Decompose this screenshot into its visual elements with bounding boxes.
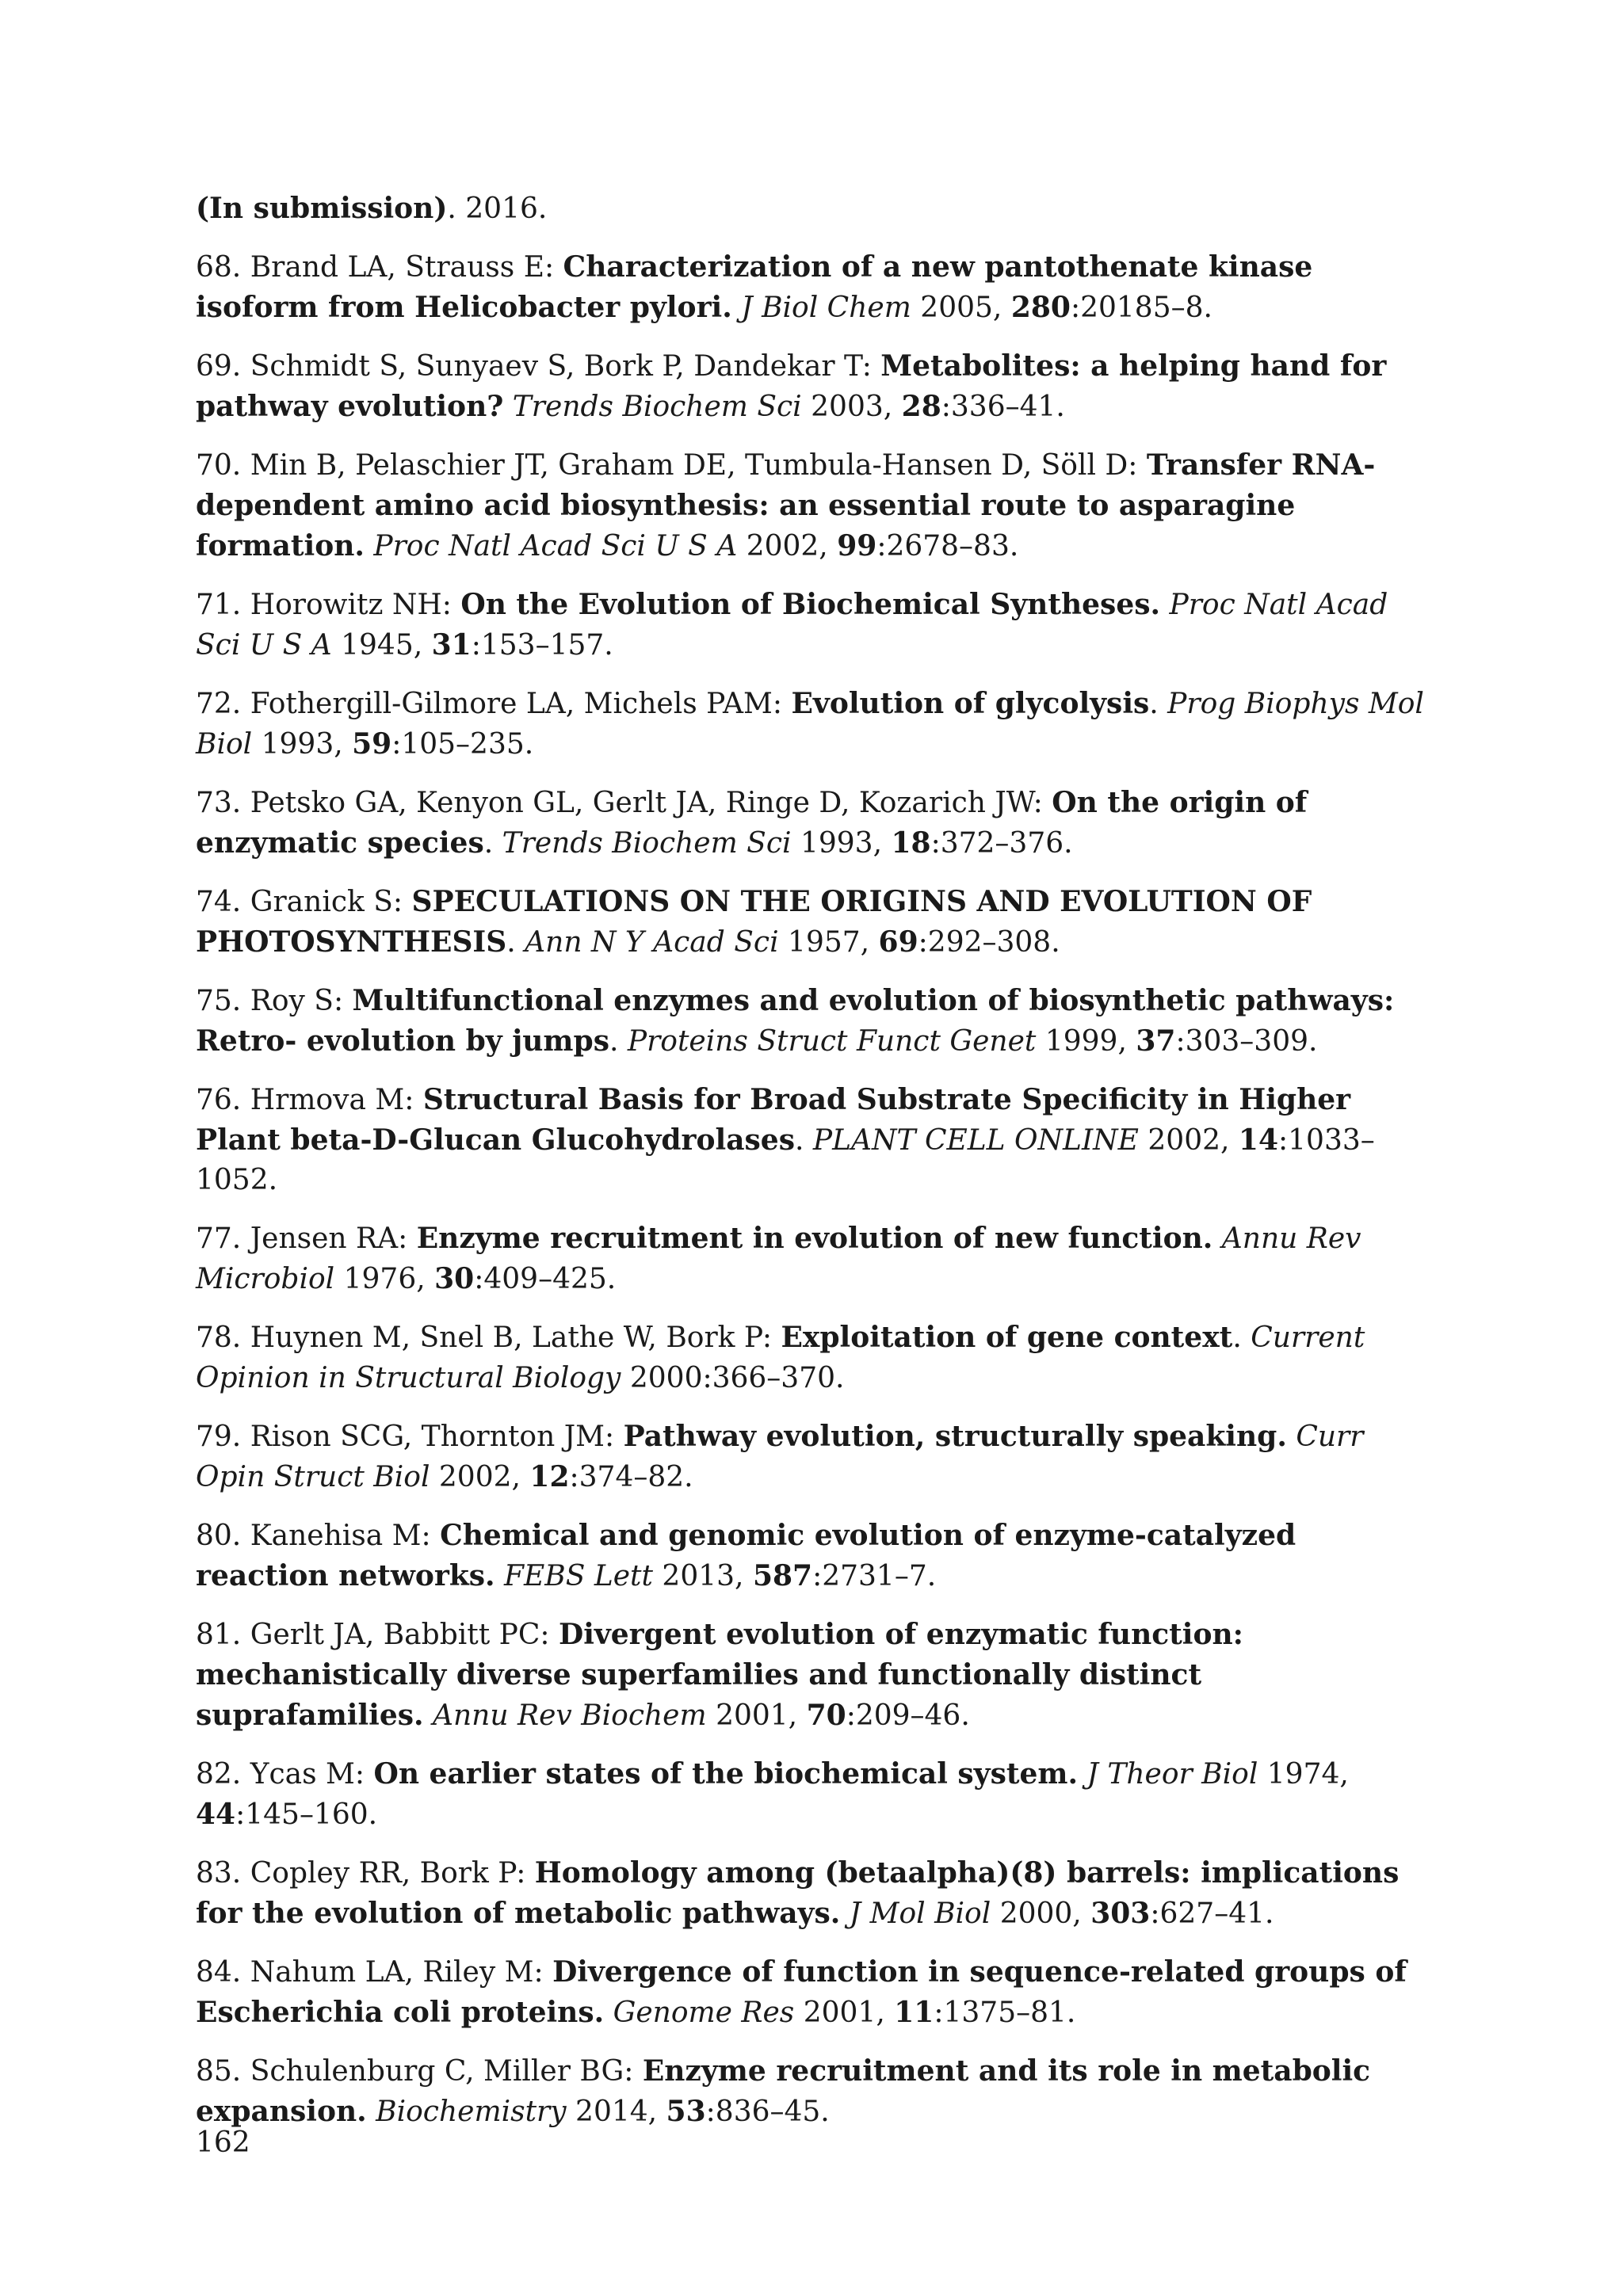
reference-item xyxy=(196,783,1432,864)
reference-authors: Hrmova M: xyxy=(250,1084,423,1116)
reference-volume: 70 xyxy=(806,1699,846,1732)
reference-volume: 59 xyxy=(352,727,392,761)
reference-separator xyxy=(732,292,741,324)
reference-number: 77. xyxy=(196,1222,242,1255)
reference-item xyxy=(196,1318,1432,1398)
reference-authors: Ycas M: xyxy=(250,1758,374,1791)
reference-journal: Trends Biochem Sci xyxy=(512,391,802,423)
reference-item xyxy=(196,1952,1432,2033)
reference-continuation xyxy=(196,189,1432,229)
reference-year: 1957, xyxy=(778,926,879,959)
reference-authors: Nahum LA, Riley M: xyxy=(250,1956,553,1989)
reference-authors: Roy S: xyxy=(250,985,353,1017)
reference-journal: Curr Opin Struct Biol xyxy=(196,1421,1364,1493)
reference-separator xyxy=(365,530,373,563)
reference-authors: Schulenburg C, Miller BG: xyxy=(250,2055,643,2088)
reference-pages: :105–235. xyxy=(391,728,534,761)
reference-item xyxy=(196,1754,1432,1835)
reference-pages: :20185–8. xyxy=(1070,292,1212,324)
reference-authors: Schmidt S, Sunyaev S, Bork P, Dandekar T: xyxy=(250,350,881,383)
reference-pages: :374–82. xyxy=(569,1461,693,1493)
reference-authors: Copley RR, Bork P: xyxy=(250,1857,535,1890)
reference-number: 69. xyxy=(196,350,242,383)
reference-separator: . xyxy=(794,1124,813,1157)
reference-title: Divergent evolution of enzymatic function: mechanistically diverse superfamilies and functionally distinct suprafamilies. xyxy=(196,1618,1243,1732)
reference-journal: Proteins Struct Funct Genet xyxy=(627,1025,1037,1058)
reference-journal: J Biol Chem xyxy=(741,292,911,324)
reference-volume: 30 xyxy=(434,1262,475,1295)
reference-item xyxy=(196,346,1432,427)
reference-separator xyxy=(840,1897,849,1930)
reference-authors: Petsko GA, Kenyon GL, Gerlt JA, Ringe D, Kozarich JW: xyxy=(250,787,1052,819)
reference-authors: Min B, Pelaschier JT, Graham DE, Tumbula-Hansen D, Söll D: xyxy=(250,449,1147,482)
reference-number: 68. xyxy=(196,251,242,284)
reference-authors: Horowitz NH: xyxy=(250,589,461,621)
reference-authors: Huynen M, Snel B, Lathe W, Bork P: xyxy=(250,1322,781,1354)
reference-volume: 14 xyxy=(1238,1123,1279,1157)
reference-journal: Annu Rev Biochem xyxy=(433,1699,707,1732)
reference-journal: Prog Biophys Mol Biol xyxy=(196,688,1424,761)
reference-title: Chemical and genomic evolution of enzyme-catalyzed reaction networks. xyxy=(196,1519,1296,1592)
reference-title: Transfer RNA-dependent amino acid biosynthesis: an essential route to asparagine formation. xyxy=(196,448,1376,563)
reference-separator: . xyxy=(506,926,525,959)
reference-year: 1974, xyxy=(1258,1758,1349,1791)
reference-item xyxy=(196,1219,1432,1299)
reference-item xyxy=(196,1080,1432,1200)
reference-authors: Jensen RA: xyxy=(250,1222,417,1255)
reference-item xyxy=(196,585,1432,666)
reference-year: 1993, xyxy=(791,827,892,860)
reference-title: Enzyme recruitment and its role in metabolic expansion. xyxy=(196,2054,1371,2128)
reference-item xyxy=(196,1615,1432,1736)
reference-item xyxy=(196,2051,1432,2132)
reference-year: . 2016. xyxy=(447,193,548,225)
reference-item xyxy=(196,1417,1432,1497)
reference-pages: :145–160. xyxy=(235,1798,378,1831)
reference-number: 82. xyxy=(196,1758,242,1791)
reference-pages: :292–308. xyxy=(918,926,1060,959)
reference-separator: . xyxy=(483,827,502,860)
reference-item xyxy=(196,1853,1432,1934)
reference-journal: Biochemistry xyxy=(376,2096,567,2128)
reference-title: Enzyme recruitment in evolution of new function. xyxy=(416,1222,1213,1255)
reference-year: 1993, xyxy=(252,728,353,761)
reference-year: 2003, xyxy=(801,391,902,423)
reference-year: 2001, xyxy=(706,1699,807,1732)
reference-number: 74. xyxy=(196,886,242,918)
reference-journal: J Mol Biol xyxy=(849,1897,991,1930)
reference-title: On earlier states of the biochemical system. xyxy=(373,1757,1079,1791)
reference-authors: Kanehisa M: xyxy=(250,1520,441,1552)
reference-separator xyxy=(1078,1758,1086,1791)
reference-journal: Proc Natl Acad Sci U S A xyxy=(196,589,1388,662)
reference-separator xyxy=(495,1560,504,1592)
reference-item xyxy=(196,247,1432,328)
reference-year: 2001, xyxy=(794,1997,895,2029)
reference-journal: FEBS Lett xyxy=(504,1560,653,1592)
reference-number: 73. xyxy=(196,787,242,819)
reference-title: (In submission) xyxy=(196,192,448,225)
reference-separator xyxy=(1212,1222,1221,1255)
reference-number: 72. xyxy=(196,688,242,720)
reference-pages: :2731–7. xyxy=(812,1560,937,1592)
reference-volume: 280 xyxy=(1010,291,1071,324)
reference-title: Divergence of function in sequence-related groups of Escherichia coli proteins. xyxy=(196,1955,1407,2029)
reference-authors: Rison SCG, Thornton JM: xyxy=(250,1421,624,1453)
reference-volume: 37 xyxy=(1136,1024,1176,1058)
reference-pages: :836–45. xyxy=(705,2096,830,2128)
reference-separator: . xyxy=(1149,688,1168,720)
reference-year: 2005, xyxy=(911,292,1011,324)
reference-separator: . xyxy=(1232,1322,1251,1354)
reference-separator xyxy=(503,391,512,423)
reference-journal: Proc Natl Acad Sci U S A xyxy=(373,530,738,563)
reference-pages: :409–425. xyxy=(474,1263,617,1295)
reference-item xyxy=(196,684,1432,765)
reference-journal: J Theor Biol xyxy=(1086,1758,1258,1791)
reference-authors: Gerlt JA, Babbitt PC: xyxy=(250,1619,559,1651)
reference-volume: 99 xyxy=(837,529,877,563)
reference-year: 2000, xyxy=(991,1897,1091,1930)
reference-journal: Annu Rev Microbiol xyxy=(196,1222,1361,1295)
reference-separator xyxy=(367,2096,376,2128)
reference-separator xyxy=(604,1997,613,2029)
reference-volume: 587 xyxy=(752,1559,813,1592)
reference-number: 71. xyxy=(196,589,242,621)
reference-title: Homology among (betaalpha)(8) barrels: implications for the evolution of metabolic pathways. xyxy=(196,1856,1400,1930)
reference-title: Metabolites: a helping hand for pathway evolution? xyxy=(196,349,1387,423)
reference-title: Exploitation of gene context xyxy=(781,1321,1233,1354)
reference-volume: 31 xyxy=(431,628,472,662)
reference-journal: Genome Res xyxy=(613,1997,795,2029)
reference-journal: Current Opinion in Structural Biology xyxy=(196,1322,1365,1394)
reference-year: 2002, xyxy=(1138,1124,1239,1157)
reference-pages: :303–309. xyxy=(1175,1025,1318,1058)
reference-separator xyxy=(1287,1421,1296,1453)
reference-year: 2014, xyxy=(566,2096,666,2128)
reference-year: 2002, xyxy=(737,530,838,563)
reference-separator xyxy=(1160,589,1169,621)
reference-volume: 18 xyxy=(891,826,931,860)
reference-number: 70. xyxy=(196,449,242,482)
reference-year: 1945, xyxy=(331,629,432,662)
reference-authors: Granick S: xyxy=(250,886,412,918)
reference-number: 75. xyxy=(196,985,242,1017)
reference-volume: 28 xyxy=(901,390,941,423)
reference-authors: Fothergill-Gilmore LA, Michels PAM: xyxy=(250,688,792,720)
reference-pages: :2678–83. xyxy=(876,530,1019,563)
reference-number: 76. xyxy=(196,1084,242,1116)
reference-title: On the Evolution of Biochemical Syntheses. xyxy=(460,588,1161,621)
reference-volume: 303 xyxy=(1090,1897,1151,1930)
reference-title: Pathway evolution, structurally speaking. xyxy=(623,1420,1287,1453)
reference-authors: Brand LA, Strauss E: xyxy=(250,251,563,284)
reference-pages: :366–370. xyxy=(702,1362,845,1394)
reference-volume: 12 xyxy=(529,1460,570,1493)
reference-list xyxy=(196,189,1432,2150)
reference-journal: Ann N Y Acad Sci xyxy=(525,926,779,959)
reference-pages: :209–46. xyxy=(846,1699,970,1732)
reference-volume: 53 xyxy=(666,2095,706,2128)
reference-item xyxy=(196,882,1432,963)
reference-number: 79. xyxy=(196,1421,242,1453)
reference-item xyxy=(196,1516,1432,1596)
reference-journal: Trends Biochem Sci xyxy=(502,827,792,860)
reference-year: 2000 xyxy=(621,1362,703,1394)
reference-volume: 44 xyxy=(196,1798,236,1831)
reference-title: On the origin of enzymatic species xyxy=(196,786,1308,860)
reference-item xyxy=(196,981,1432,1062)
reference-item xyxy=(196,445,1432,566)
reference-number: 85. xyxy=(196,2055,242,2088)
reference-pages: :372–376. xyxy=(930,827,1073,860)
reference-title: Structural Basis for Broad Substrate Specificity in Higher Plant beta-D-Glucan Glucohydrolases xyxy=(196,1083,1351,1157)
reference-separator xyxy=(424,1699,433,1732)
reference-volume: 11 xyxy=(894,1996,934,2029)
reference-title: Multifunctional enzymes and evolution of biosynthetic pathways: Retro- evolution by jumps xyxy=(196,984,1395,1058)
reference-pages: :627–41. xyxy=(1150,1897,1274,1930)
reference-number: 84. xyxy=(196,1956,242,1989)
page-number: 162 xyxy=(196,2126,250,2159)
reference-year: 1976, xyxy=(334,1263,435,1295)
reference-pages: :1033–1052. xyxy=(196,1124,1375,1196)
reference-number: 80. xyxy=(196,1520,242,1552)
reference-title: Characterization of a new pantothenate kinase isoform from Helicobacter pylori. xyxy=(196,250,1313,324)
reference-journal: PLANT CELL ONLINE xyxy=(812,1124,1139,1157)
reference-title: Evolution of glycolysis xyxy=(791,687,1150,720)
references-container xyxy=(196,247,1432,2132)
reference-pages: :1375–81. xyxy=(934,1997,1076,2029)
reference-title: SPECULATIONS ON THE ORIGINS AND EVOLUTION OF PHOTOSYNTHESIS xyxy=(196,885,1312,959)
reference-number: 83. xyxy=(196,1857,242,1890)
reference-year: 2002, xyxy=(430,1461,530,1493)
reference-pages: :336–41. xyxy=(941,391,1065,423)
reference-number: 78. xyxy=(196,1322,242,1354)
reference-separator: . xyxy=(609,1025,628,1058)
reference-volume: 69 xyxy=(878,925,918,959)
reference-year: 1999, xyxy=(1036,1025,1136,1058)
reference-pages: :153–157. xyxy=(471,629,613,662)
reference-number: 81. xyxy=(196,1619,242,1651)
reference-year: 2013, xyxy=(652,1560,753,1592)
